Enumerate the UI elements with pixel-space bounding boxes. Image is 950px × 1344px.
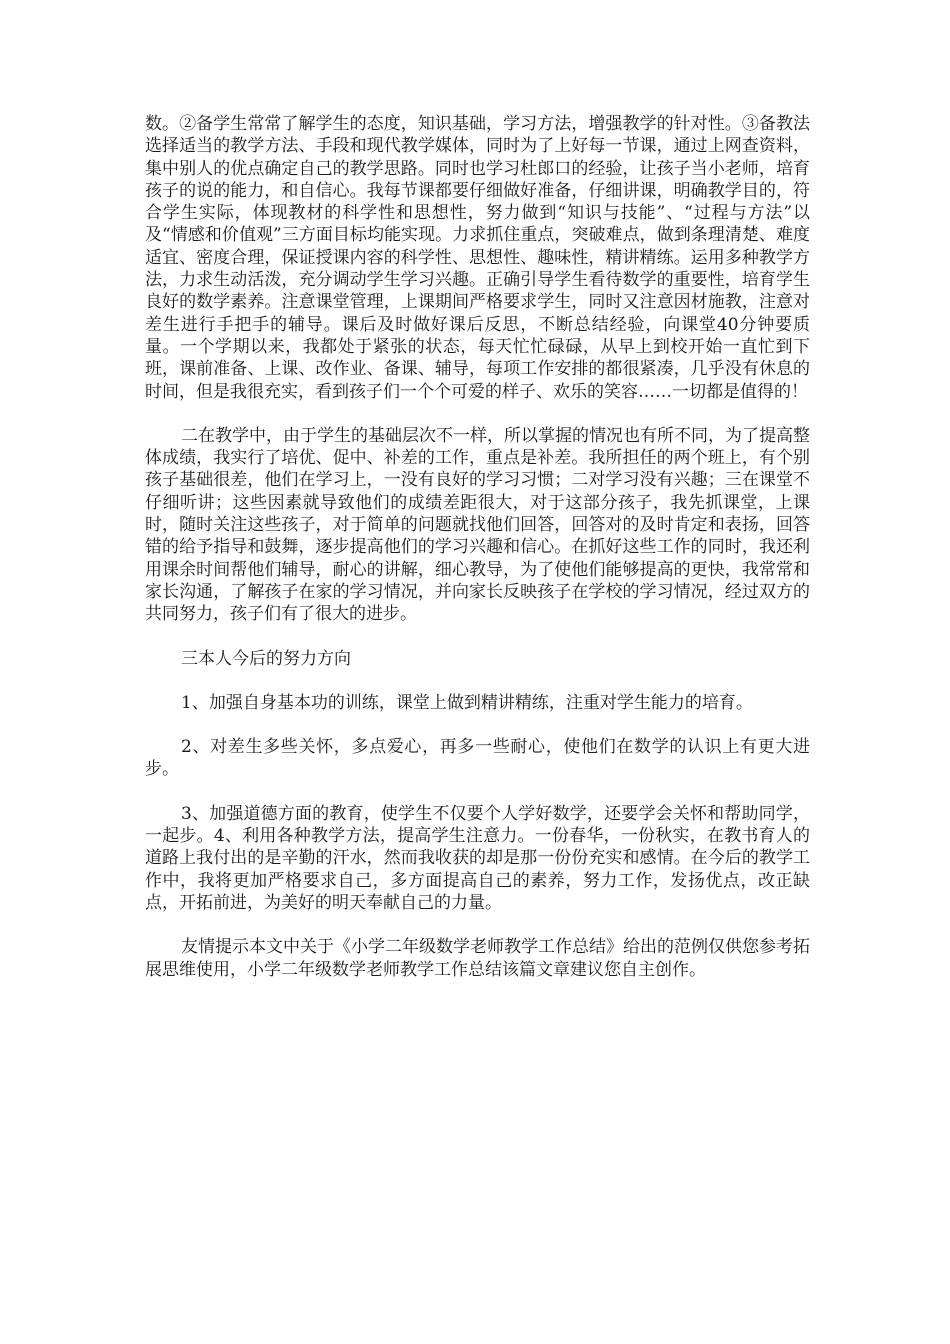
paragraph-item-3: 3、加强道德方面的教育，使学生不仅要个人学好数学，还要学会关怀和帮助同学，一起步。4、利用各种教学方法，提高学生注意力。一份春华，一份秋实，在教书育人的道路上我付出的是辛勤的汗水，然而我收获的却是那一份份充实和感情。在今后的教学工作中，我将更加严格要求自己，多方面提高自己的素养，努力工作，发扬优点，改正缺点，开拓前进，为美好的明天奉献自己的力量。 xyxy=(145,803,810,913)
document-body xyxy=(145,113,810,981)
paragraph-item-2: 2、对差生多些关怀，多点爱心，再多一些耐心，使他们在数学的认识上有更大进步。 xyxy=(145,737,810,780)
section-heading-future-direction: 三本人今后的努力方向 xyxy=(181,648,351,669)
paragraph-notice: 友情提示本文中关于《小学二年级数学老师教学工作总结》给出的范例仅供您参考拓展思维使用，小学二年级数学老师教学工作总结该篇文章建议您自主创作。 xyxy=(145,937,810,980)
paragraph-teaching: 二在教学中，由于学生的基础层次不一样，所以掌握的情况也有所不同，为了提高整体成绩，我实行了培优、促中、补差的工作，重点是补差。我所担任的两个班上，有个别孩子基础很差，他们在学习上，一没有良好的学习习惯；二对学习没有兴趣；三在课堂不仔细听讲；这些因素就导致他们的成绩差距很大，对于这部分孩子，我先抓课堂，上课时，随时关注这些孩子，对于简单的问题就找他们回答，回答对的及时肯定和表扬，回答错的给予指导和鼓舞，逐步提高他们的学习兴趣和信心。在抓好这些工作的同时，我还利用课余时间帮他们辅导，耐心的讲解，细心教导，为了使他们能够提高的更快，我常常和家长沟通，了解孩子在家的学习情况，并向家长反映孩子在学校的学习情况，经过双方的共同努力，孩子们有了很大的进步。 xyxy=(145,425,810,625)
paragraph-item-1: 1、加强自身基本功的训练，课堂上做到精讲精练，注重对学生能力的培育。 xyxy=(181,692,753,713)
paragraph-preparation: 数。②备学生常常了解学生的态度，知识基础，学习方法，增强教学的针对性。③备教法选择适当的教学方法、手段和现代教学媒体，同时为了上好每一节课，通过上网查资料，集中别人的优点确定自己的教学思路。同时也学习杜郎口的经验，让孩子当小老师，培育孩子的说的能力，和自信心。我每节课都要仔细做好准备，仔细讲课，明确教学目的，符合学生实际，体现教材的科学性和思想性，努力做到“知识与技能”、“过程与方法”以及“情感和价值观”三方面目标均能实现。力求抓住重点，突破难点，做到条理清楚、难度适宜、密度合理，保证授课内容的科学性、思想性、趣味性，精讲精练。运用多种教学方法，力求生动活泼，充分调动学生学习兴趣。正确引导学生看待数学的重要性，培育学生良好的数学素养。注意课堂管理，上课期间严格要求学生，同时又注意因材施教，注意对差生进行手把手的辅导。课后及时做好课后反思，不断总结经验，向课堂40分钟要质量。一个学期以来，我都处于紧张的状态，每天忙忙碌碌，从早上到校开始一直忙到下班，课前准备、上课、改作业、备课、辅导，每项工作安排的都很紧凑，几乎没有休息的时间，但是我很充实，看到孩子们一个个可爱的样子、欢乐的笑容……一切都是值得的！ xyxy=(145,114,810,402)
